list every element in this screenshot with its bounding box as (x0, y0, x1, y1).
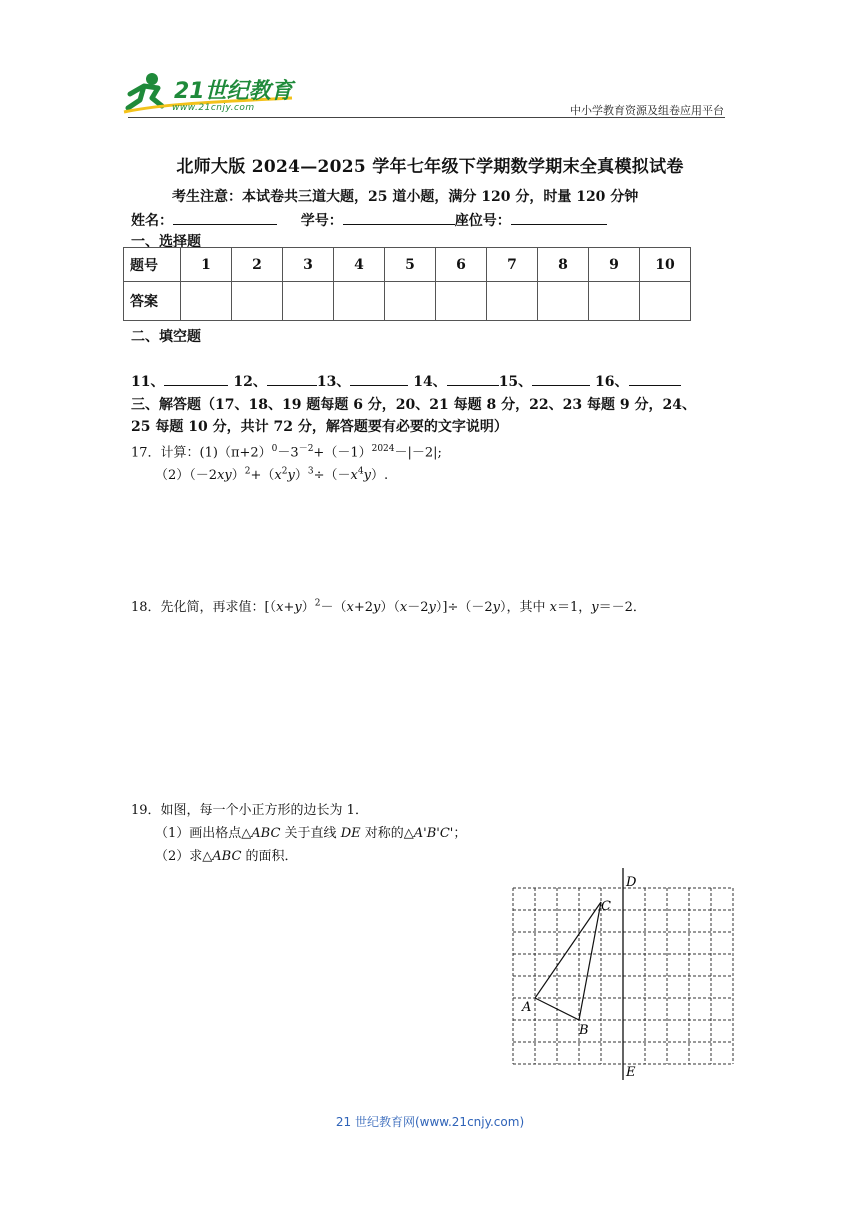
answer-cell[interactable] (334, 282, 385, 321)
point-label-b: B (579, 1023, 589, 1038)
question-number: 6 (436, 248, 487, 282)
table-row (124, 282, 691, 321)
fill-blank[interactable] (629, 371, 681, 386)
question-number: 7 (487, 248, 538, 282)
fill-item-label: 12、 (233, 374, 267, 390)
answer-cell[interactable] (538, 282, 589, 321)
fill-item-label: 14、 (413, 374, 447, 390)
point-label-a: A (522, 1000, 532, 1015)
fill-blank[interactable] (164, 371, 228, 386)
seat-blank[interactable] (511, 210, 607, 225)
question-number: 4 (334, 248, 385, 282)
point-label-c: C (601, 899, 611, 914)
answer-cell[interactable] (589, 282, 640, 321)
answer-cell[interactable] (385, 282, 436, 321)
fill-blank[interactable] (267, 371, 317, 386)
row-header-answer: 答案 (124, 282, 181, 321)
table-row (124, 248, 691, 282)
fill-item-label: 13、 (316, 374, 351, 390)
grid-figure (505, 866, 737, 1082)
point-label-e: E (626, 1065, 636, 1080)
footer-link[interactable]: 21 世纪教育网(www.21cnjy.com) (335, 1115, 525, 1129)
id-label: 学号： (300, 213, 343, 229)
header-divider (128, 117, 725, 118)
question-number: 5 (385, 248, 436, 282)
seat-label: 座位号： (454, 213, 511, 229)
answer-cell[interactable] (436, 282, 487, 321)
student-info-line (131, 210, 607, 230)
answer-table (123, 247, 691, 321)
question-19-stem: 19．如图，每一个小正方形的边长为 1． (131, 803, 368, 818)
logo-url: www.21cnjy.com (172, 103, 255, 113)
question-number: 10 (640, 248, 691, 282)
fill-item-label: 11、 (131, 374, 165, 390)
logo-text: 21世纪教育 (174, 79, 293, 104)
question-19-part2: （2）求△ABC 的面积． (155, 849, 298, 864)
section1-title: 一、选择题 (131, 234, 201, 250)
fill-item-label: 16、 (595, 374, 629, 390)
row-header-number: 题号 (124, 248, 181, 282)
section2-title: 二、填空题 (131, 329, 201, 345)
answer-cell[interactable] (487, 282, 538, 321)
fill-blank[interactable] (447, 371, 499, 386)
answer-cell[interactable] (640, 282, 691, 321)
name-blank[interactable] (173, 210, 277, 225)
question-number: 9 (589, 248, 640, 282)
fill-blank-line (131, 371, 681, 391)
fill-blank[interactable] (350, 371, 408, 386)
fill-blank[interactable] (532, 371, 590, 386)
id-blank[interactable] (343, 210, 455, 225)
section3-title-line1: 三、解答题（17、18、19 题每题 6 分，20、21 每题 8 分，22、23 每题 9 分，24、 (131, 397, 696, 413)
question-18: 18．先化简，再求值：$[(x+y)^2-(x+2y)(x-2y)]\div(-2y)$，其中 x＝1，y＝－2． (131, 598, 646, 615)
question-number: 8 (538, 248, 589, 282)
exam-title: 北师大版 2024—2025 学年七年级下学期数学期末全真模拟试卷 (176, 157, 684, 177)
site-logo (122, 68, 302, 118)
name-label: 姓名： (131, 213, 173, 229)
question-number: 3 (283, 248, 334, 282)
section3-title-line2: 25 每题 10 分，共计 72 分，解答题要有必要的文字说明） (131, 419, 508, 435)
exam-notice: 考生注意：本试卷共三道大题，25 道小题，满分 120 分，时量 120 分钟 (172, 189, 639, 205)
triangle-abc (535, 902, 601, 1020)
point-label-d: D (626, 875, 637, 890)
question-17-part2: $(2)(-2xy)^2+(x^2y)^3\div(-x^4y)$. (155, 466, 389, 483)
question-number: 2 (232, 248, 283, 282)
grid-triangle-diagram (505, 866, 737, 1082)
answer-cell[interactable] (232, 282, 283, 321)
question-number: 1 (181, 248, 232, 282)
question-19-part1: （1）画出格点△ABC 关于直线 DE 对称的△A'B'C'； (155, 826, 467, 841)
answer-cell[interactable] (181, 282, 232, 321)
header-platform-text: 中小学教育资源及组卷应用平台 (570, 104, 724, 117)
answer-cell[interactable] (283, 282, 334, 321)
question-17-part1: 17．计算：$(1)(\pi+2)^0-3^{-2}+(-1)^{2024}-|-2|$; (131, 444, 442, 461)
fill-item-label: 15、 (498, 374, 533, 390)
